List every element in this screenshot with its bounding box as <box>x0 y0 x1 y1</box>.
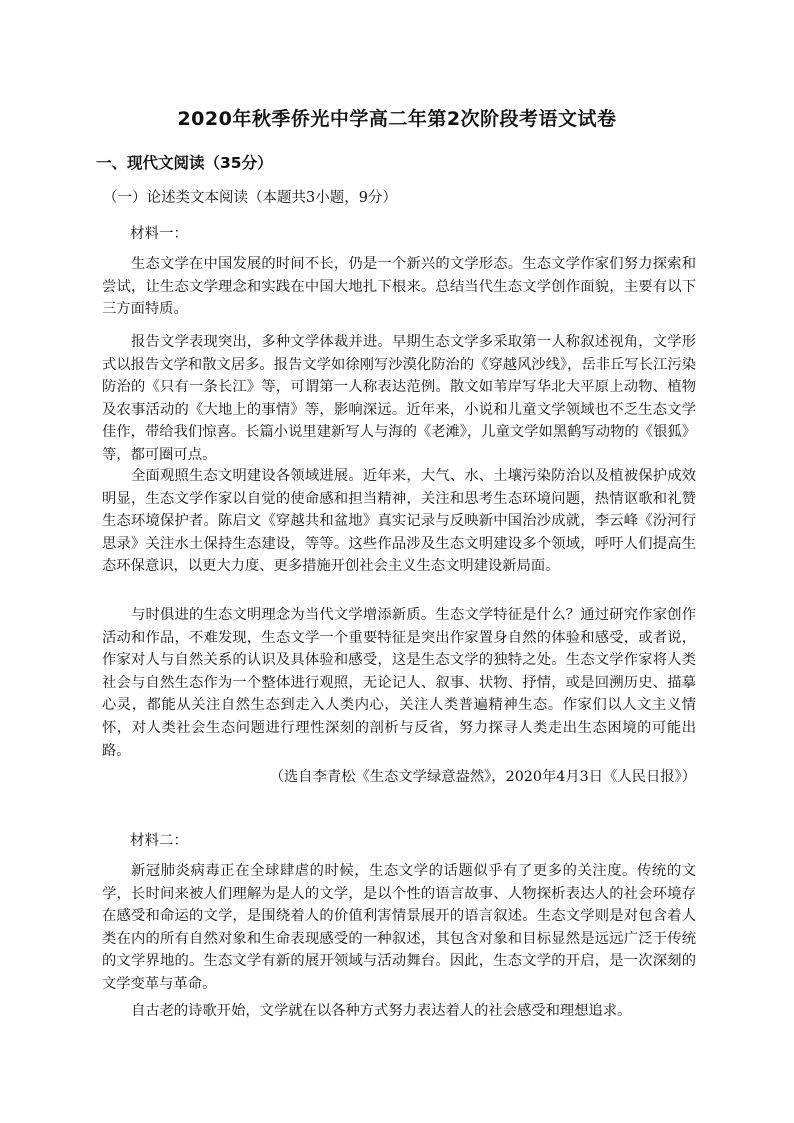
material1-label: 材料一： <box>130 226 188 242</box>
material1-paragraph: 全面观照生态文明建设各领域进展。近年来，大气、水、土壤污染防治以及植被保护成效明显，生态文学作家以自觉的使命感和担当精神，关注和思考生态环境问题，热情讴歌和礼赞生态环境保护者。陈启文《穿越共和盆地》真实记录与反映新中国治沙成就，李云峰《汾河行思录》关注水土保持生态建设，等等。这些作品涉及生态文明建设多个领域，呼吁人们提高生态环保意识，以更大力度、更多措施开创社会主义生态文明建设新局面。 <box>102 468 696 575</box>
material2-paragraph: 自古老的诗歌开始，文学就在以各种方式努力表达着人的社会感受和理想追求。 <box>131 1003 632 1019</box>
exam-title: 2020年秋季侨光中学高二年第2次阶段考语文试卷 <box>177 108 617 130</box>
material1-paragraph: 生态文学在中国发展的时间不长，仍是一个新兴的文学形态。生态文学作家们努力探索和尝试，让生态文学理念和实践在中国大地扎下根来。总结当代生态文学创作面貌，主要有以下三方面特质。 <box>102 256 696 318</box>
section-heading: 一、现代文阅读（35分） <box>96 154 273 172</box>
material1-paragraph: 与时俱进的生态文明理念为当代文学增添新质。生态文学特征是什么？通过研究作家创作活动和作品，不难发现，生态文学一个重要特征是突出作家置身自然的体验和感受，或者说，作家对人与自然关系的认识及具体验和感受，这是生态文学的独特之处。生态文学作家将人类社会与自然生态作为一个整体进行观照，无论记人、叙事、状物、抒情，或是回溯历史、描摹心灵，都能从关注自然生态到走入人类内心，关注人类普遍精神生态。作家们以人文主义情怀，对人类社会生态问题进行理性深刻的剖析与反省，努力探寻人类走出生态困境的可能出路。 <box>102 607 696 759</box>
material2-label: 材料二： <box>130 833 188 849</box>
subsection-heading: （一）论述类文本阅读（本题共3小题，9分） <box>103 190 397 206</box>
material1-source: （选自李青松《生态文学绿意盎然》，2020年4月3日《人民日报》） <box>269 769 696 785</box>
material1-paragraph: 报告文学表现突出，多种文学体裁并进。早期生态文学多采取第一人称叙述视角，文学形式以报告文学和散文居多。报告文学如徐刚写沙漠化防治的《穿越风沙线》，岳非丘写长江污染防治的《只有一条长江》等，可谓第一人称表达范例。散文如苇岸写华北大平原上动物、植物及农事活动的《大地上的事情》等，影响深远。近年来，小说和儿童文学领域也不乏生态文学佳作，带给我们惊喜。长篇小说里建新写人与海的《老滩》，儿童文学如黑鹤写动物的《银狐》等，都可圈可点。 <box>102 334 696 463</box>
material2-paragraph: 新冠肺炎病毒正在全球肆虐的时候，生态文学的话题似乎有了更多的关注度。传统的文学，长时间来被人们理解为是人的文学，是以个性的语言故事、人物探析表达人的社会环境存在感受和命运的文学，是围绕着人的价值利害情景展开的语言叙述。生态文学则是对包含着人类在内的所有自然对象和生命表现感受的一种叙述，其包含对象和目标显然是远远广泛于传统的文学界地的。生态文学有新的展开领域与活动舞台。因此，生态文学的开启，是一次深刻的文学变革与革命。 <box>102 863 696 992</box>
